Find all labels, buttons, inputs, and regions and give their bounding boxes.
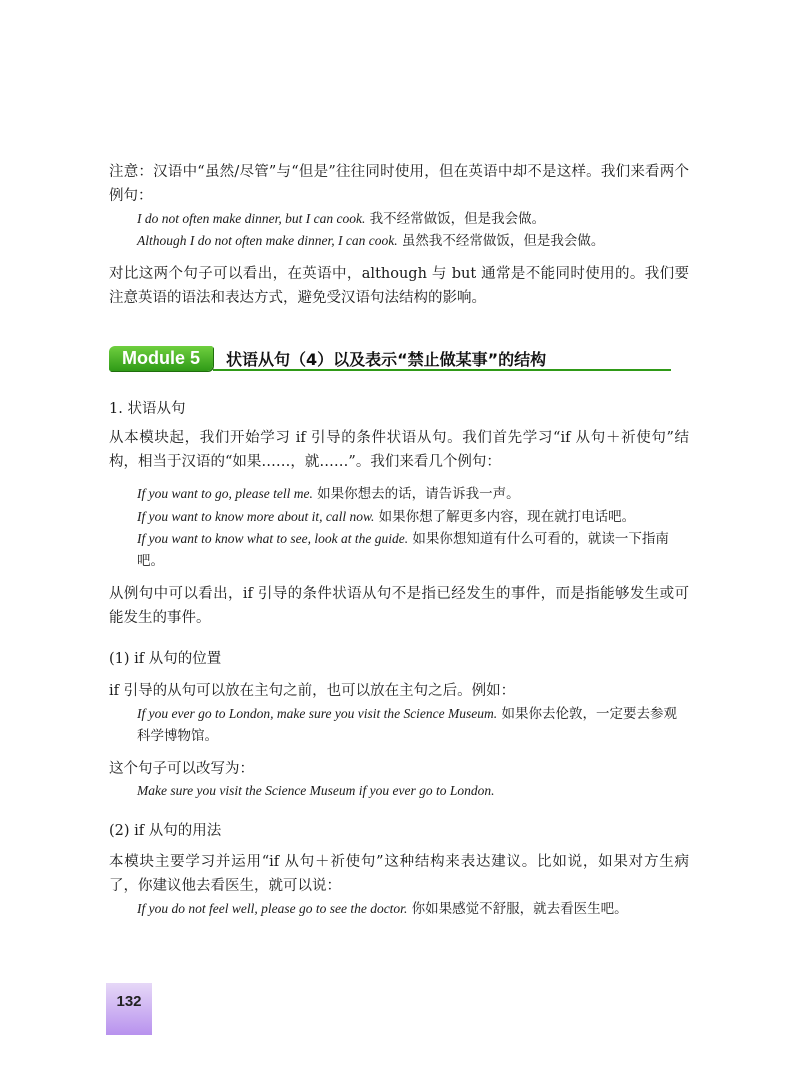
subsection-heading-1: (1) if 从句的位置 bbox=[109, 651, 222, 667]
module-underline bbox=[213, 369, 671, 371]
example-chinese: 如果你想知道有什么可看的，就读一下指南吧。 bbox=[137, 531, 669, 569]
subsection-example-2 bbox=[137, 898, 689, 920]
note-example-1 bbox=[137, 208, 689, 230]
section-heading: 1. 状语从句 bbox=[109, 401, 186, 417]
example-english: If you want to know what to see, look at the guide. bbox=[137, 531, 409, 546]
note-example-2 bbox=[137, 230, 689, 252]
note-conclusion: 对比这两个句子可以看出，在英语中，although 与 but 通常是不能同时使用的。我们要注意英语的语法和表达方式，避免受汉语句法结构的影响。 bbox=[109, 266, 689, 306]
example-chinese: 如果你想去的话，请告诉我一声。 bbox=[312, 486, 520, 502]
example-english: I do not often make dinner, but I can cook. bbox=[137, 211, 366, 226]
example-chinese: 如果你去伦敦，一定要去参观科学博物馆。 bbox=[137, 706, 677, 744]
rewrite-label: 这个句子可以改写为： bbox=[109, 761, 254, 777]
example-english: If you ever go to London, make sure you visit the Science Museum. bbox=[137, 706, 498, 721]
example-english: If you do not feel well, please go to see the doctor. bbox=[137, 901, 408, 916]
example-chinese: 你如果感觉不舒服，就去看医生吧。 bbox=[407, 901, 628, 917]
section-example-3 bbox=[137, 528, 689, 572]
example-chinese: 如果你想了解更多内容，现在就打电话吧。 bbox=[374, 509, 636, 525]
module-title: 状语从句（4）以及表示“禁止做某事”的结构 bbox=[226, 350, 547, 369]
page-number-tab bbox=[106, 983, 152, 1035]
module-header bbox=[109, 345, 671, 373]
example-english: If you want to go, please tell me. bbox=[137, 486, 313, 501]
section-intro: 从本模块起，我们开始学习 if 引导的条件状语从句。我们首先学习“if 从句＋祈使句”结构，相当于汉语的“如果……，就……”。我们来看几个例句： bbox=[109, 430, 689, 470]
example-chinese: 虽然我不经常做饭，但是我会做。 bbox=[397, 233, 605, 249]
page-number: 132 bbox=[116, 993, 142, 1010]
subsection-example-1 bbox=[137, 703, 689, 747]
example-chinese: 我不经常做饭，但是我会做。 bbox=[365, 211, 546, 227]
section-conclusion: 从例句中可以看出，if 引导的条件状语从句不是指已经发生的事件，而是指能够发生或可能发生的事件。 bbox=[109, 586, 689, 626]
subsection-text-2: 本模块主要学习并运用“if 从句＋祈使句”这种结构来表达建议。比如说，如果对方生病了，你建议他去看医生，就可以说： bbox=[109, 854, 689, 894]
rewrite-example bbox=[137, 780, 689, 802]
section-example-2 bbox=[137, 506, 689, 528]
section-example-1 bbox=[137, 483, 689, 505]
example-english: If you want to know more about it, call now. bbox=[137, 509, 375, 524]
module-badge: Module 5 bbox=[109, 346, 213, 371]
example-english: Make sure you visit the Science Museum if you ever go to London. bbox=[137, 783, 495, 798]
subsection-text-1: if 引导的从句可以放在主句之前，也可以放在主句之后。例如： bbox=[109, 683, 516, 699]
example-english: Although I do not often make dinner, I can cook. bbox=[137, 233, 398, 248]
note-paragraph: 注意：汉语中“虽然/尽管”与“但是”往往同时使用，但在英语中却不是这样。我们来看两个例句： bbox=[109, 164, 689, 204]
subsection-heading-2: (2) if 从句的用法 bbox=[109, 823, 222, 839]
